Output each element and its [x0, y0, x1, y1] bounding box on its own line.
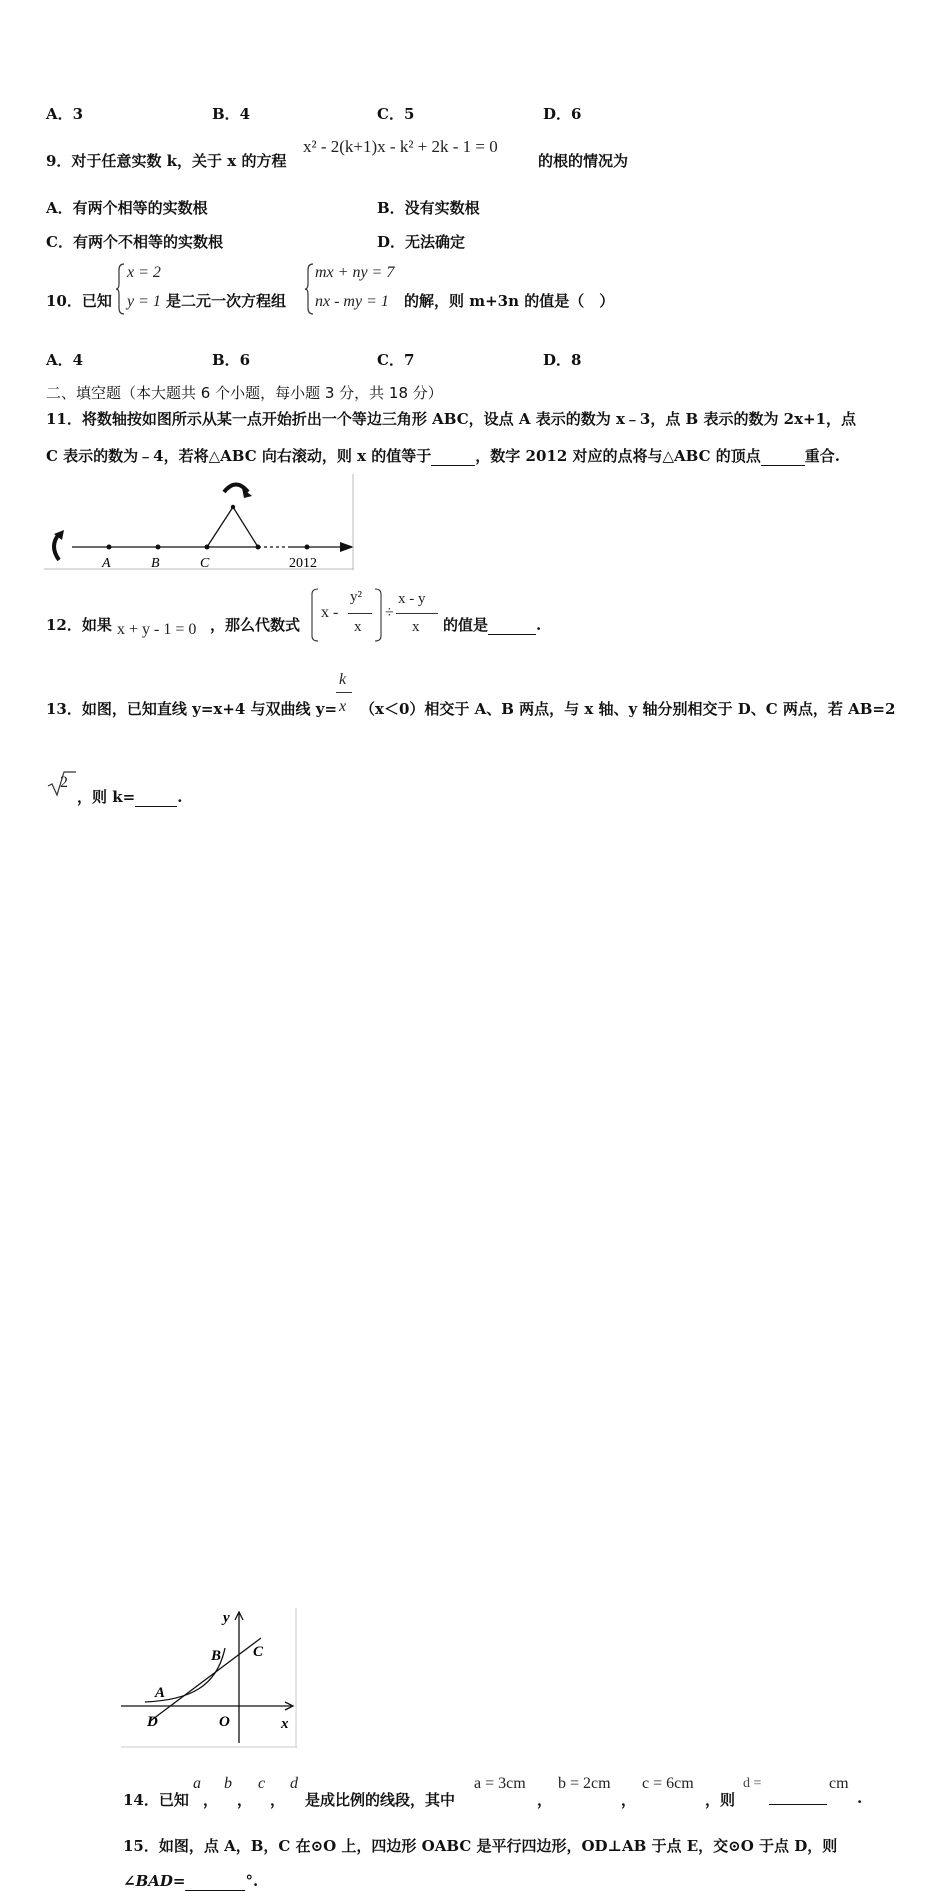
q14-a-value: a = 3cm	[474, 1775, 526, 1792]
q14-unit: cm	[829, 1775, 849, 1792]
q10-sys2-eq2: nx - my = 1	[315, 293, 389, 310]
q13-answer-blank[interactable]	[135, 788, 177, 807]
q13-suffix: （x＜0）相交于 A、B 两点，与 x 轴、y 轴分别相交于 D、C 两点，若 AB=2	[360, 700, 896, 718]
q9-option-a: A．有两个相等的实数根	[46, 199, 208, 217]
q13-prefix: 13．如图，已知直线 y=x+4 与双曲线 y=	[46, 700, 338, 718]
q11-line2-part-a: C 表示的数为﹣4，若将△ABC 向右滚动，则 x 的值等于	[46, 447, 432, 465]
q15-end: °.	[245, 1872, 259, 1890]
q11-label-b: B	[151, 556, 160, 570]
q10-brace-2	[305, 262, 315, 316]
q10-sys1-eq1: x = 2	[127, 264, 161, 281]
q13-line2-text: ，则 k=	[77, 788, 136, 806]
q13-line	[149, 1638, 261, 1722]
q14-sep-4: ，	[537, 1791, 553, 1809]
q12-condition: x + y - 1 = 0	[117, 621, 197, 638]
q12-frac1-num: y²	[350, 589, 362, 605]
q11-point-b	[156, 545, 161, 550]
q13-label-o: O	[219, 1714, 230, 1730]
q13-label-y: y	[223, 1610, 230, 1626]
q12-expr-x: x -	[321, 604, 339, 621]
q11-triangle	[207, 507, 258, 547]
q10-suffix: 的解，则 m+3n 的值是（ ）	[404, 292, 615, 310]
q14-var-d: d	[290, 1775, 298, 1792]
q9-option-b: B．没有实数根	[377, 199, 480, 217]
q13-label-d: D	[147, 1714, 158, 1730]
q10-option-c: C．7	[377, 351, 415, 369]
section-2-title: 二、填空题（本大题共 6 个小题，每小题 3 分，共 18 分）	[46, 384, 443, 402]
q12-suffix: 的值是	[443, 616, 489, 634]
q10-option-b: B．6	[212, 351, 251, 369]
q13-label-b: B	[211, 1648, 222, 1664]
q12-frac2-den: x	[412, 619, 420, 635]
q14-d-eq: d =	[743, 1776, 762, 1791]
q12-div: ÷	[385, 604, 394, 621]
q11-line1: 11．将数轴按如图所示从某一点开始折出一个等边三角形 ABC，设点 A 表示的数为 x﹣3，点 B 表示的数为 2x+1，点	[46, 410, 857, 428]
q11-blank-x[interactable]	[431, 447, 475, 466]
q14-end: .	[857, 1789, 863, 1807]
q14-prefix: 14．已知	[123, 1791, 189, 1809]
q8-option-c: C．5	[377, 105, 415, 123]
q12-right-paren	[374, 588, 382, 642]
q11-number-line-figure	[44, 474, 358, 570]
q10-sys1-eq2: y = 1	[127, 293, 161, 310]
q11-line2	[46, 445, 840, 466]
q13-label-x: x	[281, 1716, 289, 1732]
q14-middle: 是成比例的线段，其中	[305, 1791, 456, 1809]
q9-prefix: 9．对于任意实数 k，关于 x 的方程	[46, 152, 287, 170]
q13-graph-figure	[121, 1608, 297, 1748]
q11-point-2012	[305, 545, 310, 550]
q11-point-c	[205, 545, 210, 550]
q12-suffix-wrap	[443, 614, 541, 635]
q10-option-d: D．8	[543, 351, 582, 369]
q8-option-b: B．4	[212, 105, 251, 123]
q14-b-value: b = 2cm	[558, 1775, 611, 1792]
q10-option-a: A．4	[46, 351, 84, 369]
q14-sep-3: ，	[270, 1791, 286, 1809]
q12-middle: ，那么代数式	[210, 616, 301, 634]
q12-answer-blank[interactable]	[488, 616, 536, 635]
q11-line2-part-c: 重合.	[804, 447, 841, 465]
q14-then: ，则	[705, 1791, 736, 1809]
q14-c-value: c = 6cm	[642, 1775, 694, 1792]
q10-brace-1	[116, 262, 126, 316]
q10-middle: 是二元一次方程组	[166, 292, 287, 310]
q12-frac2-num: x - y	[398, 591, 426, 607]
q15-line2: ∠BAD=	[123, 1872, 186, 1890]
q12-prefix: 12．如果	[46, 616, 112, 634]
q11-point-a	[107, 545, 112, 550]
q15-line1: 15．如图，点 A，B，C 在⊙O 上，四边形 OABC 是平行四边形，OD⊥AB 于点 E，交⊙O 于点 D，则	[123, 1837, 838, 1855]
q11-blank-vertex[interactable]	[761, 447, 805, 466]
q14-sep-2: ，	[237, 1791, 253, 1809]
q10-sys2-eq1: mx + ny = 7	[315, 264, 395, 281]
q9-option-c: C．有两个不相等的实数根	[46, 233, 223, 251]
q15-answer-blank[interactable]	[185, 1872, 245, 1891]
q13-label-a: A	[155, 1685, 166, 1701]
q14-answer-blank[interactable]	[769, 1788, 827, 1805]
q11-line2-part-b: ，数字 2012 对应的点将与△ABC 的顶点	[475, 447, 761, 465]
q13-frac-den: x	[339, 698, 347, 715]
q11-label-a: A	[102, 556, 111, 570]
q10-prefix: 10．已知	[46, 292, 112, 310]
q12-end: .	[536, 616, 542, 634]
q14-sep-5: ，	[621, 1791, 637, 1809]
q13-label-c: C	[253, 1644, 264, 1660]
q11-label-2012: 2012	[289, 556, 317, 570]
q13-line2	[77, 786, 863, 1890]
q11-label-c: C	[200, 556, 210, 570]
q12-left-paren	[311, 588, 319, 642]
q11-fold-arrow-icon	[54, 534, 59, 560]
q15-line2-wrap	[123, 1872, 258, 1891]
q9-suffix: 的根的情况为	[538, 152, 629, 170]
q14-var-c: c	[258, 1775, 266, 1792]
q14-sep-1: ，	[203, 1791, 219, 1809]
q11-axis-arrow-icon	[340, 542, 354, 552]
q9-option-d: D．无法确定	[377, 233, 466, 251]
q12-frac1-den: x	[354, 619, 362, 635]
q13-end: .	[177, 788, 183, 806]
q9-equation: x² - 2(k+1)x - k² + 2k - 1 = 0	[303, 137, 498, 156]
q13-sqrt-value: 2	[60, 774, 68, 791]
q14-var-b: b	[224, 1775, 232, 1792]
q14-var-a: a	[193, 1775, 201, 1792]
q8-option-d: D．6	[543, 105, 582, 123]
q8-option-a: A．3	[46, 105, 84, 123]
q13-frac-num: k	[339, 671, 347, 688]
